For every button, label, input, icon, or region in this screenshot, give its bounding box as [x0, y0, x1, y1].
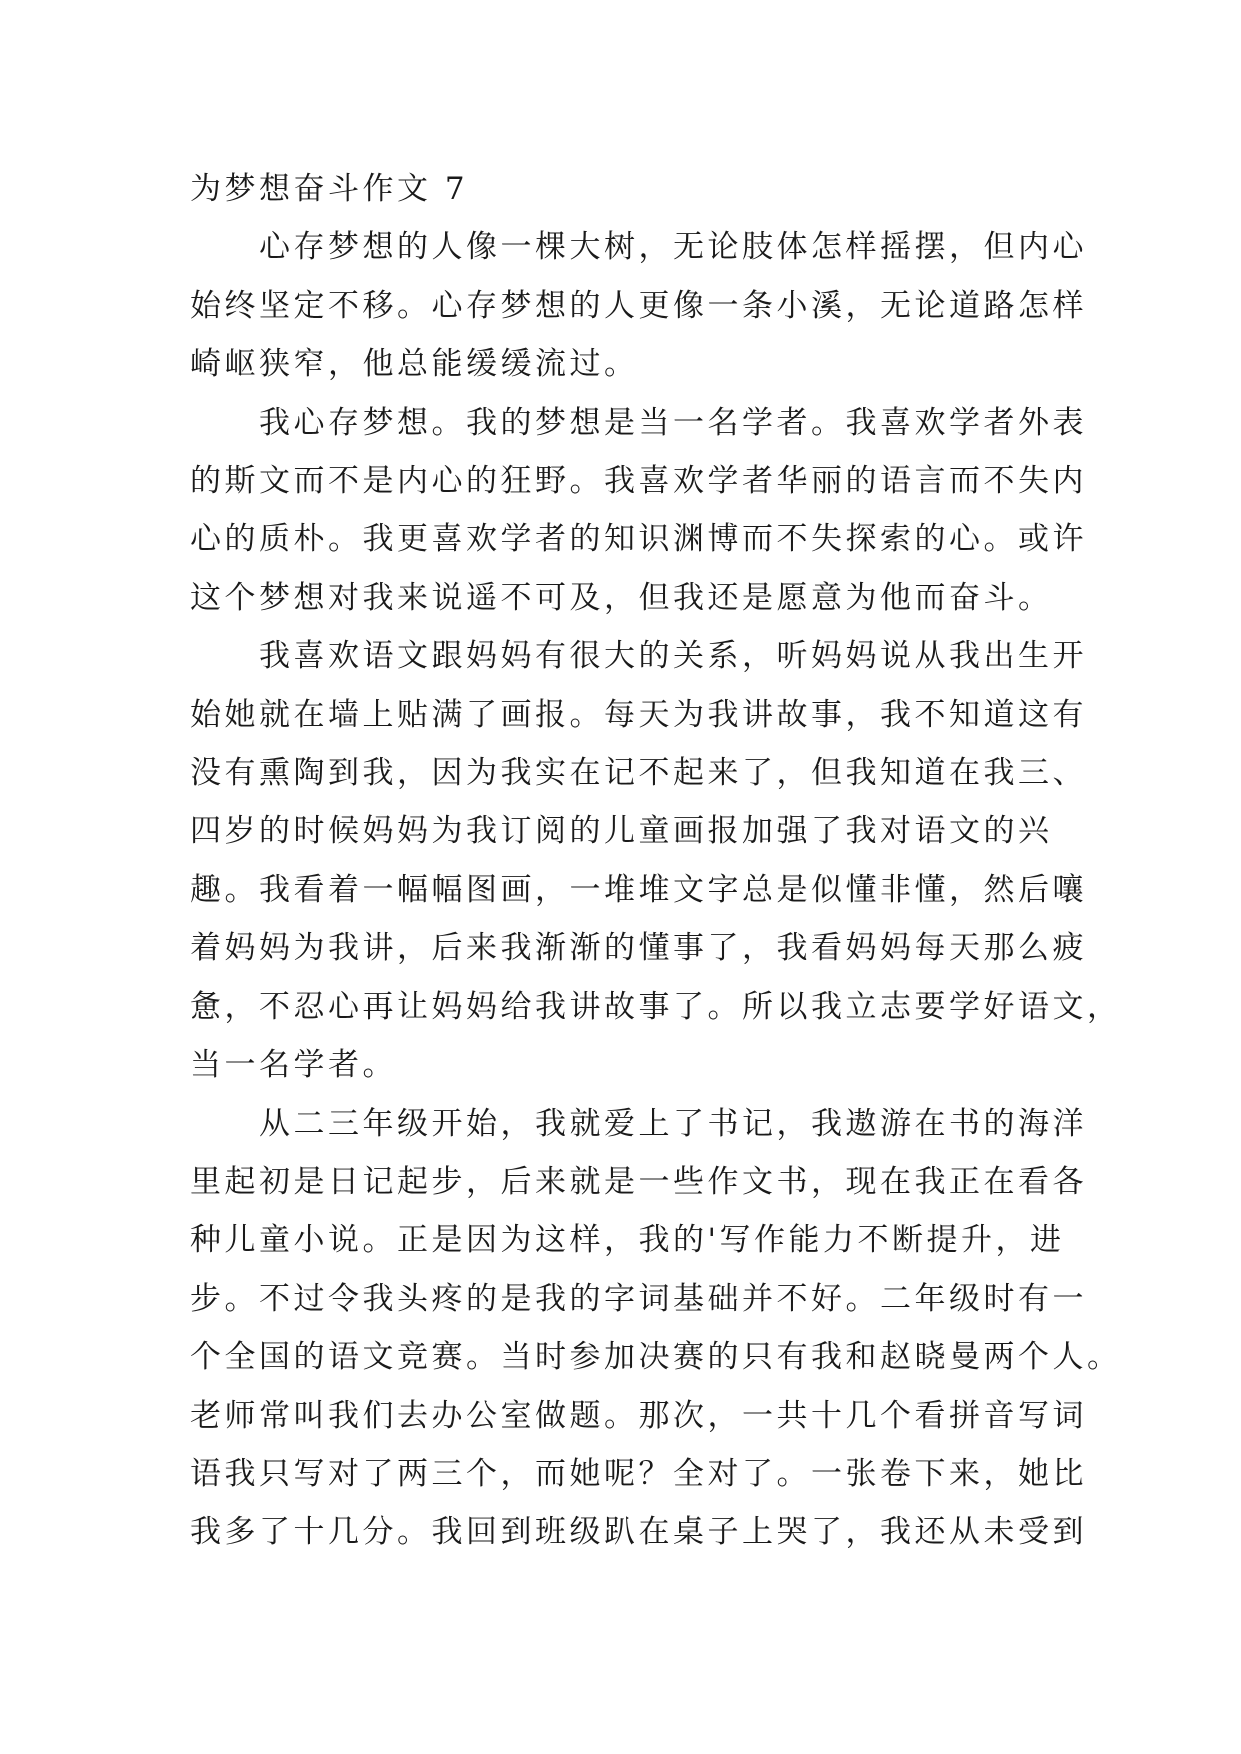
text-line: 着妈妈为我讲，后来我渐渐的懂事了，我看妈妈每天那么疲 — [190, 930, 1087, 967]
paragraph-4 — [190, 1095, 1122, 1562]
paragraph-3 — [190, 627, 1122, 1094]
document-body — [190, 160, 1122, 1562]
text-line: 我多了十几分。我回到班级趴在桌子上哭了，我还从未受到 — [190, 1514, 1087, 1551]
document-title: 为梦想奋斗作文 7 — [190, 171, 469, 207]
text-line: 我喜欢语文跟妈妈有很大的关系，听妈妈说从我出生开 — [259, 638, 1087, 675]
text-line: 四岁的时候妈妈为我订阅的儿童画报加强了我对语文的兴 — [190, 813, 1053, 850]
text-line: 惫，不忍心再让妈妈给我讲故事了。所以我立志要学好语文， — [190, 988, 1122, 1025]
text-line: 种儿童小说。正是因为这样，我的'写作能力不断提升，进 — [190, 1222, 1065, 1259]
text-line: 始终坚定不移。心存梦想的人更像一条小溪，无论道路怎样 — [190, 287, 1087, 324]
text-line: 崎岖狭窄，他总能缓缓流过。 — [190, 346, 639, 383]
text-line: 步。不过令我头疼的是我的字词基础并不好。二年级时有一 — [190, 1280, 1087, 1317]
text-line: 心的质朴。我更喜欢学者的知识渊博而不失探索的心。或许 — [190, 521, 1087, 558]
text-line: 里起初是日记起步，后来就是一些作文书，现在我正在看各 — [190, 1163, 1087, 1200]
text-line: 的斯文而不是内心的狂野。我喜欢学者华丽的语言而不失内 — [190, 463, 1087, 500]
paragraph-2 — [190, 394, 1087, 628]
paragraph-1 — [190, 218, 1087, 393]
text-line: 老师常叫我们去办公室做题。那次，一共十几个看拼音写词 — [190, 1397, 1087, 1434]
text-line: 始她就在墙上贴满了画报。每天为我讲故事，我不知道这有 — [190, 696, 1087, 733]
text-line: 这个梦想对我来说遥不可及，但我还是愿意为他而奋斗。 — [190, 579, 1053, 616]
text-line: 没有熏陶到我，因为我实在记不起来了，但我知道在我三、 — [190, 755, 1087, 792]
text-line: 当一名学者。 — [190, 1047, 397, 1084]
text-line: 趣。我看着一幅幅图画，一堆堆文字总是似懂非懂，然后嚷 — [190, 871, 1087, 908]
text-line: 心存梦想的人像一棵大树，无论肢体怎样摇摆，但内心 — [259, 229, 1087, 266]
text-line: 个全国的语文竞赛。当时参加决赛的只有我和赵晓曼两个人。 — [190, 1339, 1122, 1376]
text-line: 从二三年级开始，我就爱上了书记，我遨游在书的海洋 — [259, 1105, 1087, 1142]
text-line: 我心存梦想。我的梦想是当一名学者。我喜欢学者外表 — [259, 404, 1087, 441]
text-line: 语我只写对了两三个，而她呢？全对了。一张卷下来，她比 — [190, 1455, 1087, 1492]
